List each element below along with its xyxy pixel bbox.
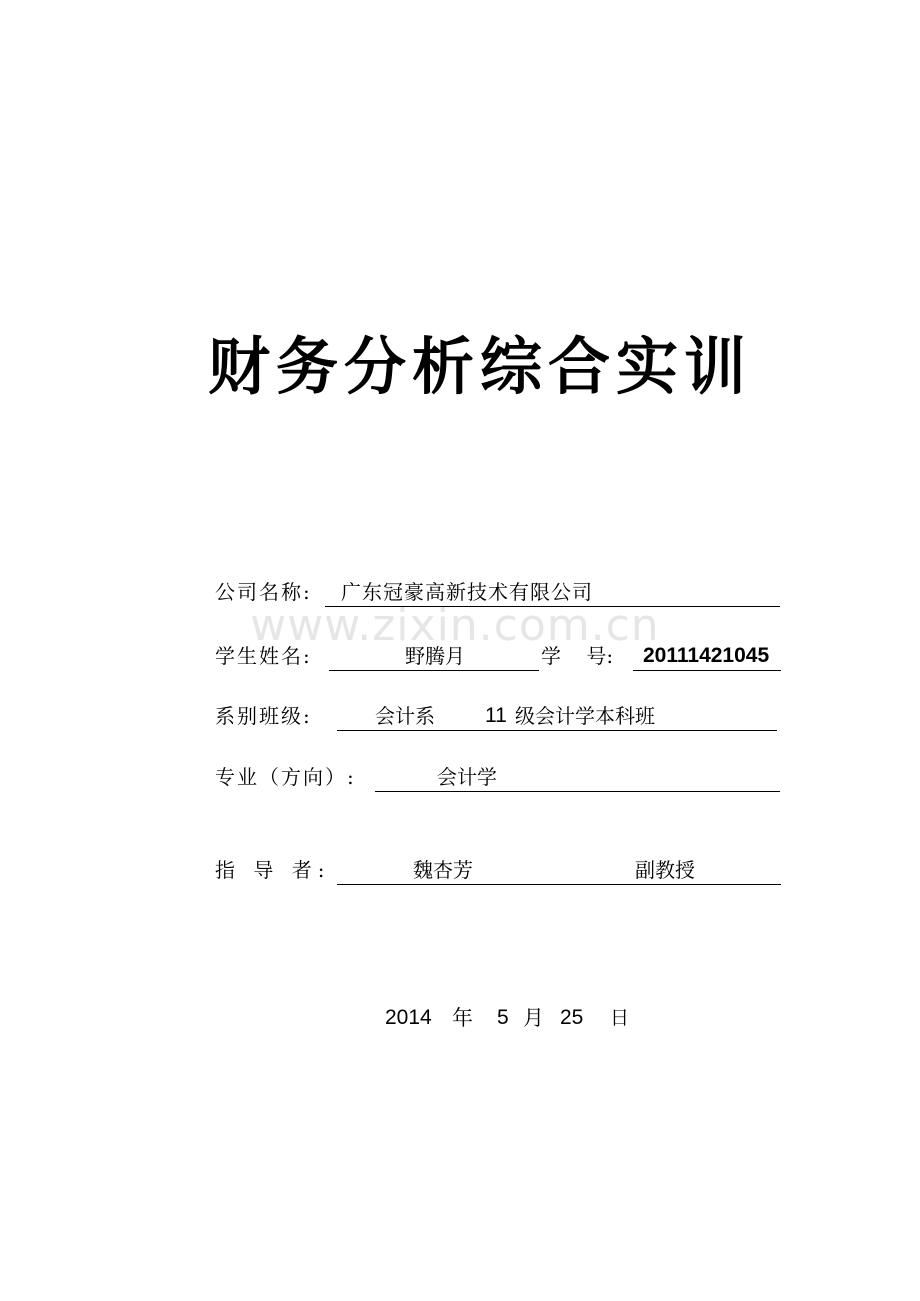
student-name-label: 学生姓名: bbox=[215, 644, 312, 668]
advisor-label: 指 导 者: bbox=[215, 858, 331, 882]
major-value: 会计学 bbox=[437, 765, 497, 789]
watermark: www.zixin.com.cn bbox=[250, 600, 660, 651]
date-day-unit: 日 bbox=[610, 1007, 630, 1029]
advisor-underline bbox=[337, 856, 781, 885]
major-label: 专业（方向）: bbox=[215, 765, 356, 789]
class-dept: 会计系 bbox=[375, 704, 435, 728]
date-day: 25 bbox=[560, 1006, 584, 1029]
date-month: 5 bbox=[497, 1006, 509, 1029]
student-name-value: 野腾月 bbox=[405, 644, 465, 668]
company-value: 广东冠豪高新技术有限公司 bbox=[341, 580, 593, 604]
date-year: 2014 bbox=[385, 1006, 432, 1029]
class-name: 级会计学本科班 bbox=[515, 704, 655, 728]
document-title: 财务分析综合实训 bbox=[207, 330, 752, 403]
advisor-name: 魏杏芳 bbox=[413, 858, 473, 882]
date-month-unit: 月 bbox=[523, 1006, 544, 1030]
major-underline bbox=[375, 763, 780, 792]
company-label: 公司名称: bbox=[215, 580, 312, 604]
date-year-unit: 年 bbox=[452, 1006, 473, 1030]
student-id-label: 学 号: bbox=[541, 644, 614, 668]
advisor-rank: 副教授 bbox=[635, 858, 695, 882]
student-id-value: 20111421045 bbox=[643, 644, 770, 667]
class-label: 系别班级: bbox=[215, 704, 312, 728]
class-grade: 11 bbox=[485, 704, 507, 727]
